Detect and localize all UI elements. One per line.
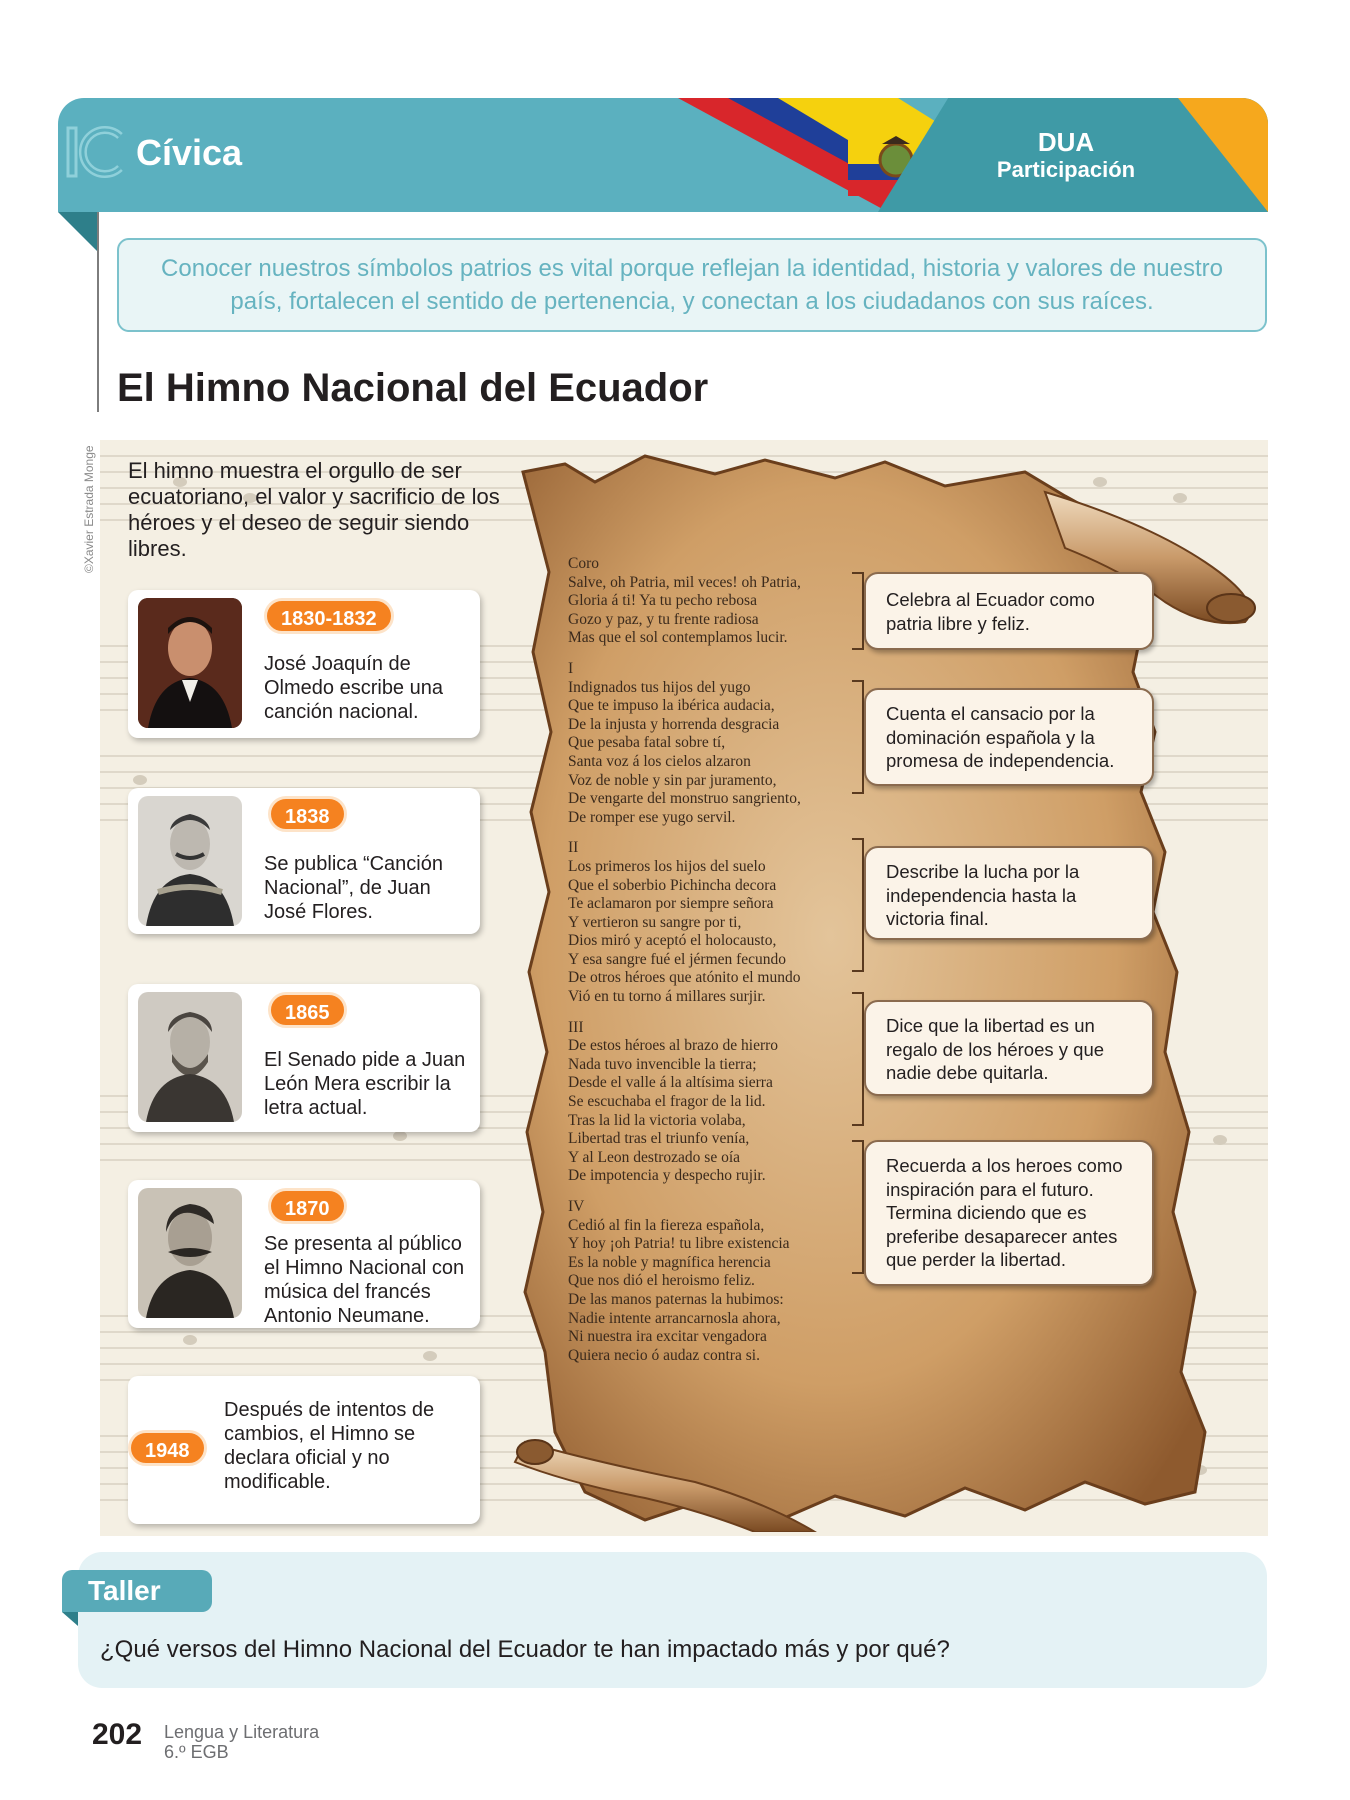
verse-line: Que te impuso la ibérica audacia, <box>568 697 775 715</box>
lead-paragraph: El himno muestra el orgullo de ser ecuatoriano, el valor y sacrificio de los héroes y el deseo de seguir siendo libres. <box>128 458 500 561</box>
verse-line: Cedió al fin la fiereza española, <box>568 1216 765 1234</box>
stanza-heading: II <box>568 839 579 857</box>
header-fold <box>58 212 98 252</box>
portrait-icon <box>138 992 242 1122</box>
neumane-portrait <box>138 1188 242 1318</box>
verse-line: Que pesaba fatal sobre tí, <box>568 734 726 752</box>
page-number: 202 <box>92 1718 143 1751</box>
ic-logo-icon <box>64 122 128 182</box>
portrait-icon <box>138 598 242 728</box>
timeline-text: Después de intentos de cambios, el Himno se declara oficial y no modificable. <box>224 1399 435 1493</box>
dua-sub: Participación <box>996 157 1136 182</box>
anthem-stanza-3 <box>568 1019 858 1186</box>
note-stanza-1: Cuenta el cansacio por la dominación española y la promesa de independencia. <box>864 688 1154 786</box>
timeline-text: Se publica “Canción Nacional”, de Juan José Flores. <box>264 853 443 923</box>
stanza-bracket <box>852 680 864 794</box>
verse-line: Que nos dió el heroismo feliz. <box>568 1272 755 1290</box>
verse-line: Dios miró y aceptó el holocausto, <box>568 932 777 950</box>
verse-line: Y hoy ¡oh Patria! tu libre existencia <box>568 1235 790 1253</box>
stanza-heading: Coro <box>568 555 599 572</box>
section-title: Cívica <box>136 132 243 173</box>
timeline-card-1830 <box>128 590 480 738</box>
verse-line: Nada tuvo invencible la tierra; <box>568 1055 757 1073</box>
timeline-card-1865 <box>128 984 480 1132</box>
timeline-text: Se presenta al público el Himno Nacional con música del francés Antonio Neumane. <box>264 1233 465 1327</box>
note-coro: Celebra al Ecuador como patria libre y feliz. <box>864 572 1154 650</box>
verse-line: Tras la lid la victoria volaba, <box>568 1111 746 1129</box>
portrait-icon <box>138 1188 242 1318</box>
verse-line: Vió en tu torno á millares surjir. <box>568 988 766 1006</box>
stanza-heading: III <box>568 1018 584 1036</box>
anthem-coro <box>568 555 858 648</box>
year-badge: 1870 <box>268 1188 347 1224</box>
year-badge: 1830-1832 <box>264 598 394 634</box>
page-title: El Himno Nacional del Ecuador <box>117 366 709 410</box>
timeline-card-1838 <box>128 788 480 934</box>
verse-line: Te aclamaron por siempre señora <box>568 895 774 913</box>
stanza-bracket <box>852 1140 864 1274</box>
verse-line: Los primeros los hijos del suelo <box>568 857 766 875</box>
verse-line: Desde el valle á la altísima sierra <box>568 1074 773 1092</box>
verse-line: Santa voz á los cielos alzaron <box>568 752 751 770</box>
note-stanza-4: Recuerda a los heroes como inspiración para el futuro. Termina diciendo que es preferibe desaparecer antes que perder la libertad. <box>864 1140 1154 1286</box>
verse-line: Libertad tras el triunfo venía, <box>568 1130 750 1148</box>
verse-line: De estos héroes al brazo de hierro <box>568 1037 779 1055</box>
dua-badge <box>976 128 1156 184</box>
taller-box <box>78 1552 1267 1688</box>
verse-line: Ni nuestra ira excitar vengadora <box>568 1328 767 1346</box>
verse-line: Voz de noble y sin par juramento, <box>568 771 777 789</box>
flores-portrait <box>138 796 242 926</box>
year-badge: 1948 <box>128 1430 207 1466</box>
verse-line: De vengarte del monstruo sangriento, <box>568 790 801 808</box>
stanza-bracket <box>852 838 864 972</box>
grade-level: 6.º EGB <box>164 1742 229 1762</box>
note-stanza-3: Dice que la libertad es un regalo de los héroes y que nadie debe quitarla. <box>864 1000 1154 1096</box>
taller-label: Taller <box>62 1570 212 1612</box>
year-badge: 1838 <box>268 796 347 832</box>
verse-line: Mas que el sol contemplamos lucir. <box>568 629 788 647</box>
verse-line: De impotencia y despecho rujir. <box>568 1167 766 1185</box>
intro-box: Conocer nuestros símbolos patrios es vital porque reflejan la identidad, historia y valores de nuestro país, fortalecen el sentido de pertenencia, y conectan a los ciudadanos con sus raíces. <box>117 238 1267 332</box>
anthem-lyrics <box>568 555 858 1377</box>
verse-line: Es la noble y magnífica herencia <box>568 1253 771 1271</box>
verse-line: Y esa sangre fué el jérmen fecundo <box>568 950 787 968</box>
verse-line: De otros héroes que atónito el mundo <box>568 969 801 987</box>
verse-line: Se escuchaba el fragor de la lid. <box>568 1093 766 1111</box>
timeline-text: José Joaquín de Olmedo escribe una canción nacional. <box>264 653 443 723</box>
photo-credit: ©Xavier Estrada Monge <box>82 445 96 573</box>
verse-line: De romper ese yugo servil. <box>568 808 736 826</box>
olmedo-portrait <box>138 598 242 728</box>
verse-line: Indignados tus hijos del yugo <box>568 678 751 696</box>
stanza-bracket <box>852 992 864 1126</box>
timeline-text: El Senado pide a Juan León Mera escribir la letra actual. <box>264 1049 466 1119</box>
subject-name: Lengua y Literatura <box>164 1722 320 1742</box>
verse-line: Y al Leon destrozado se oía <box>568 1148 741 1166</box>
stanza-heading: IV <box>568 1198 585 1215</box>
verse-line: Salve, oh Patria, mil veces! oh Patria, <box>568 573 801 591</box>
anthem-stanza-4 <box>568 1198 858 1365</box>
stanza-heading: I <box>568 659 574 677</box>
verse-line: Que el soberbio Pichincha decora <box>568 876 777 894</box>
verse-line: De las manos paternas la hubimos: <box>568 1290 784 1308</box>
dua-label: DUA <box>1037 127 1095 157</box>
note-stanza-2: Describe la lucha por la independencia hasta la victoria final. <box>864 846 1154 940</box>
footer-subject <box>164 1722 319 1762</box>
taller-question: ¿Qué versos del Himno Nacional del Ecuador te han impactado más y por qué? <box>100 1636 950 1663</box>
timeline-card-1870 <box>128 1180 480 1328</box>
portrait-icon <box>138 796 242 926</box>
anthem-stanza-2 <box>568 839 858 1006</box>
stanza-bracket <box>852 572 864 650</box>
divider <box>97 212 99 412</box>
anthem-stanza-1 <box>568 660 858 827</box>
section-header <box>58 98 1268 212</box>
taller-fold <box>62 1612 78 1626</box>
timeline-card-1948 <box>128 1376 480 1524</box>
verse-line: Y vertieron su sangre por ti, <box>568 913 742 931</box>
verse-line: De la injusta y horrenda desgracia <box>568 715 780 733</box>
verse-line: Gloria á ti! Ya tu pecho rebosa <box>568 592 757 610</box>
verse-line: Quiera necio ó audaz contra si. <box>568 1346 760 1364</box>
verse-line: Gozo y paz, y tu frente radiosa <box>568 610 759 628</box>
mera-portrait <box>138 992 242 1122</box>
year-badge: 1865 <box>268 992 347 1028</box>
verse-line: Nadie intente arrancarnosla ahora, <box>568 1309 781 1327</box>
